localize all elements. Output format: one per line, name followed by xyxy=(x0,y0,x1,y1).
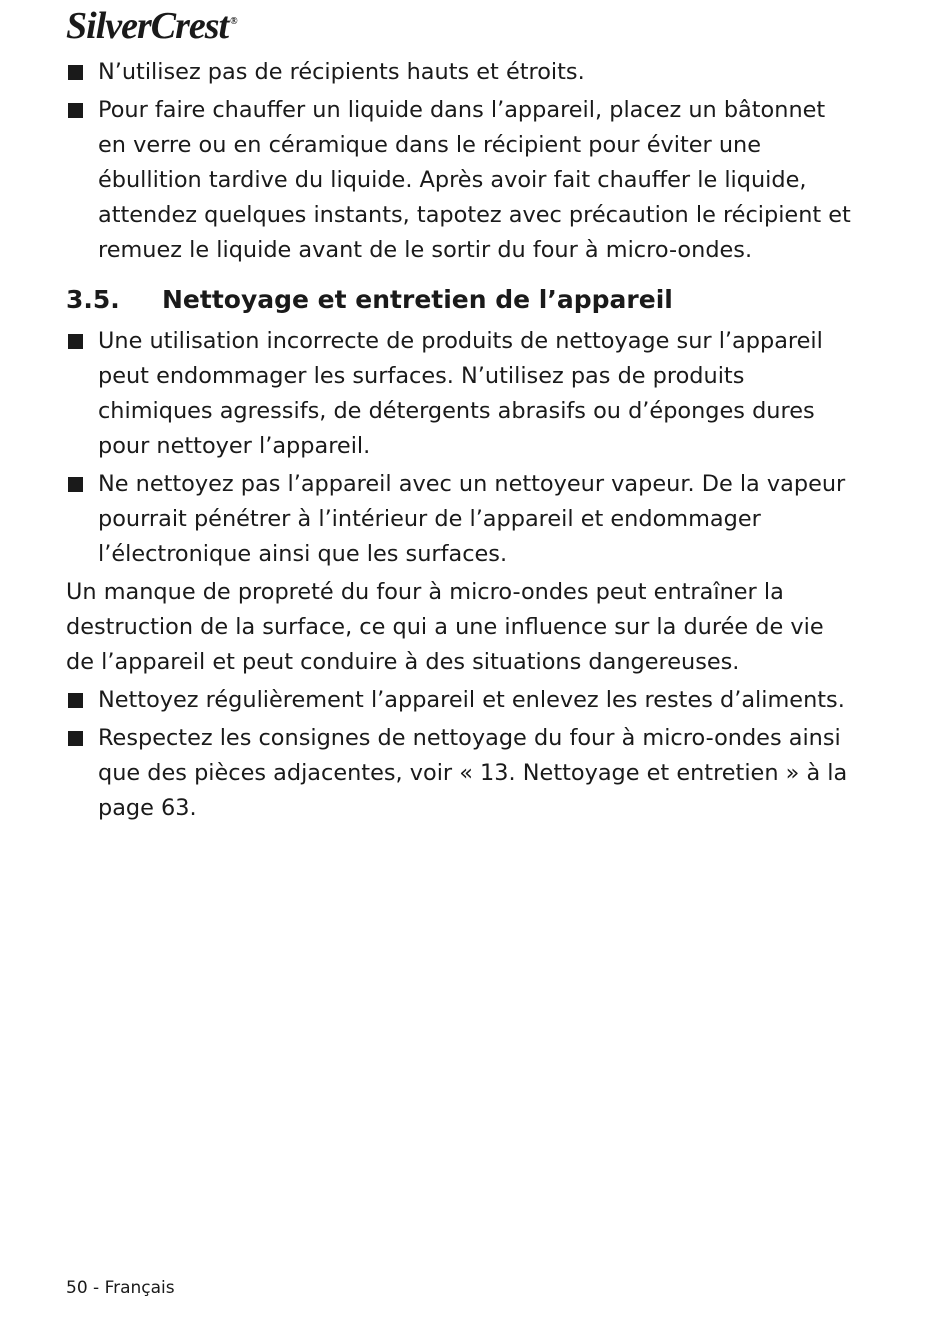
list-item-text: Ne nettoyez pas l’appareil avec un nettoyeur vapeur. De la vapeur pourrait pénétrer à l’intérieur de l’appareil et endommager l’électronique ainsi que les surfaces. xyxy=(98,471,846,567)
list-item-text: Pour faire chauffer un liquide dans l’appareil, placez un bâtonnet en verre ou en céramique dans le récipient pour éviter une ébullition tardive du liquide. Après avoir fait chauffer le liquide, attendez quelques instants, tapotez avec précaution le récipient et remuez le liquide avant de le sortir du four à micro-ondes. xyxy=(98,97,851,263)
bullet-square-icon xyxy=(68,731,83,746)
bullet-square-icon xyxy=(68,334,83,349)
registered-mark: ® xyxy=(230,16,237,28)
bullet-square-icon xyxy=(68,103,83,118)
section-title: Nettoyage et entretien de l’appareil xyxy=(162,285,673,314)
brand-logo-text: SilverCrest xyxy=(66,5,229,47)
bullet-square-icon xyxy=(68,65,83,80)
body-paragraph: Un manque de propreté du four à micro-ondes peut entraîner la destruction de la surface, ce qui a une influence sur la durée de vie de l’appareil et peut conduire à des situations dangereuses. xyxy=(66,579,824,675)
page-footer: 50 - Français xyxy=(66,1278,175,1298)
list-item-text: Une utilisation incorrecte de produits de nettoyage sur l’appareil peut endommager les surfaces. N’utilisez pas de produits chimiques agressifs, de détergents abrasifs ou d’éponges dures pour nettoyer l’appareil. xyxy=(98,328,823,459)
list-item xyxy=(66,467,856,572)
list-item-text: Respectez les consignes de nettoyage du four à micro-ondes ainsi que des pièces adjacentes, voir « 13. Nettoyage et entretien » à la page 63. xyxy=(98,725,848,821)
list-item-text: N’utilisez pas de récipients hauts et étroits. xyxy=(98,59,585,85)
bullet-square-icon xyxy=(68,477,83,492)
list-item xyxy=(66,324,856,464)
list-item xyxy=(66,721,856,826)
bullet-square-icon xyxy=(68,693,83,708)
document-body xyxy=(66,55,856,829)
section-number: 3.5. xyxy=(66,285,120,314)
section-heading xyxy=(66,282,856,318)
brand-logo xyxy=(66,4,237,48)
list-item xyxy=(66,93,856,268)
list-item xyxy=(66,55,856,90)
list-item-text: Nettoyez régulièrement l’appareil et enlevez les restes d’aliments. xyxy=(98,687,845,713)
list-item xyxy=(66,683,856,718)
